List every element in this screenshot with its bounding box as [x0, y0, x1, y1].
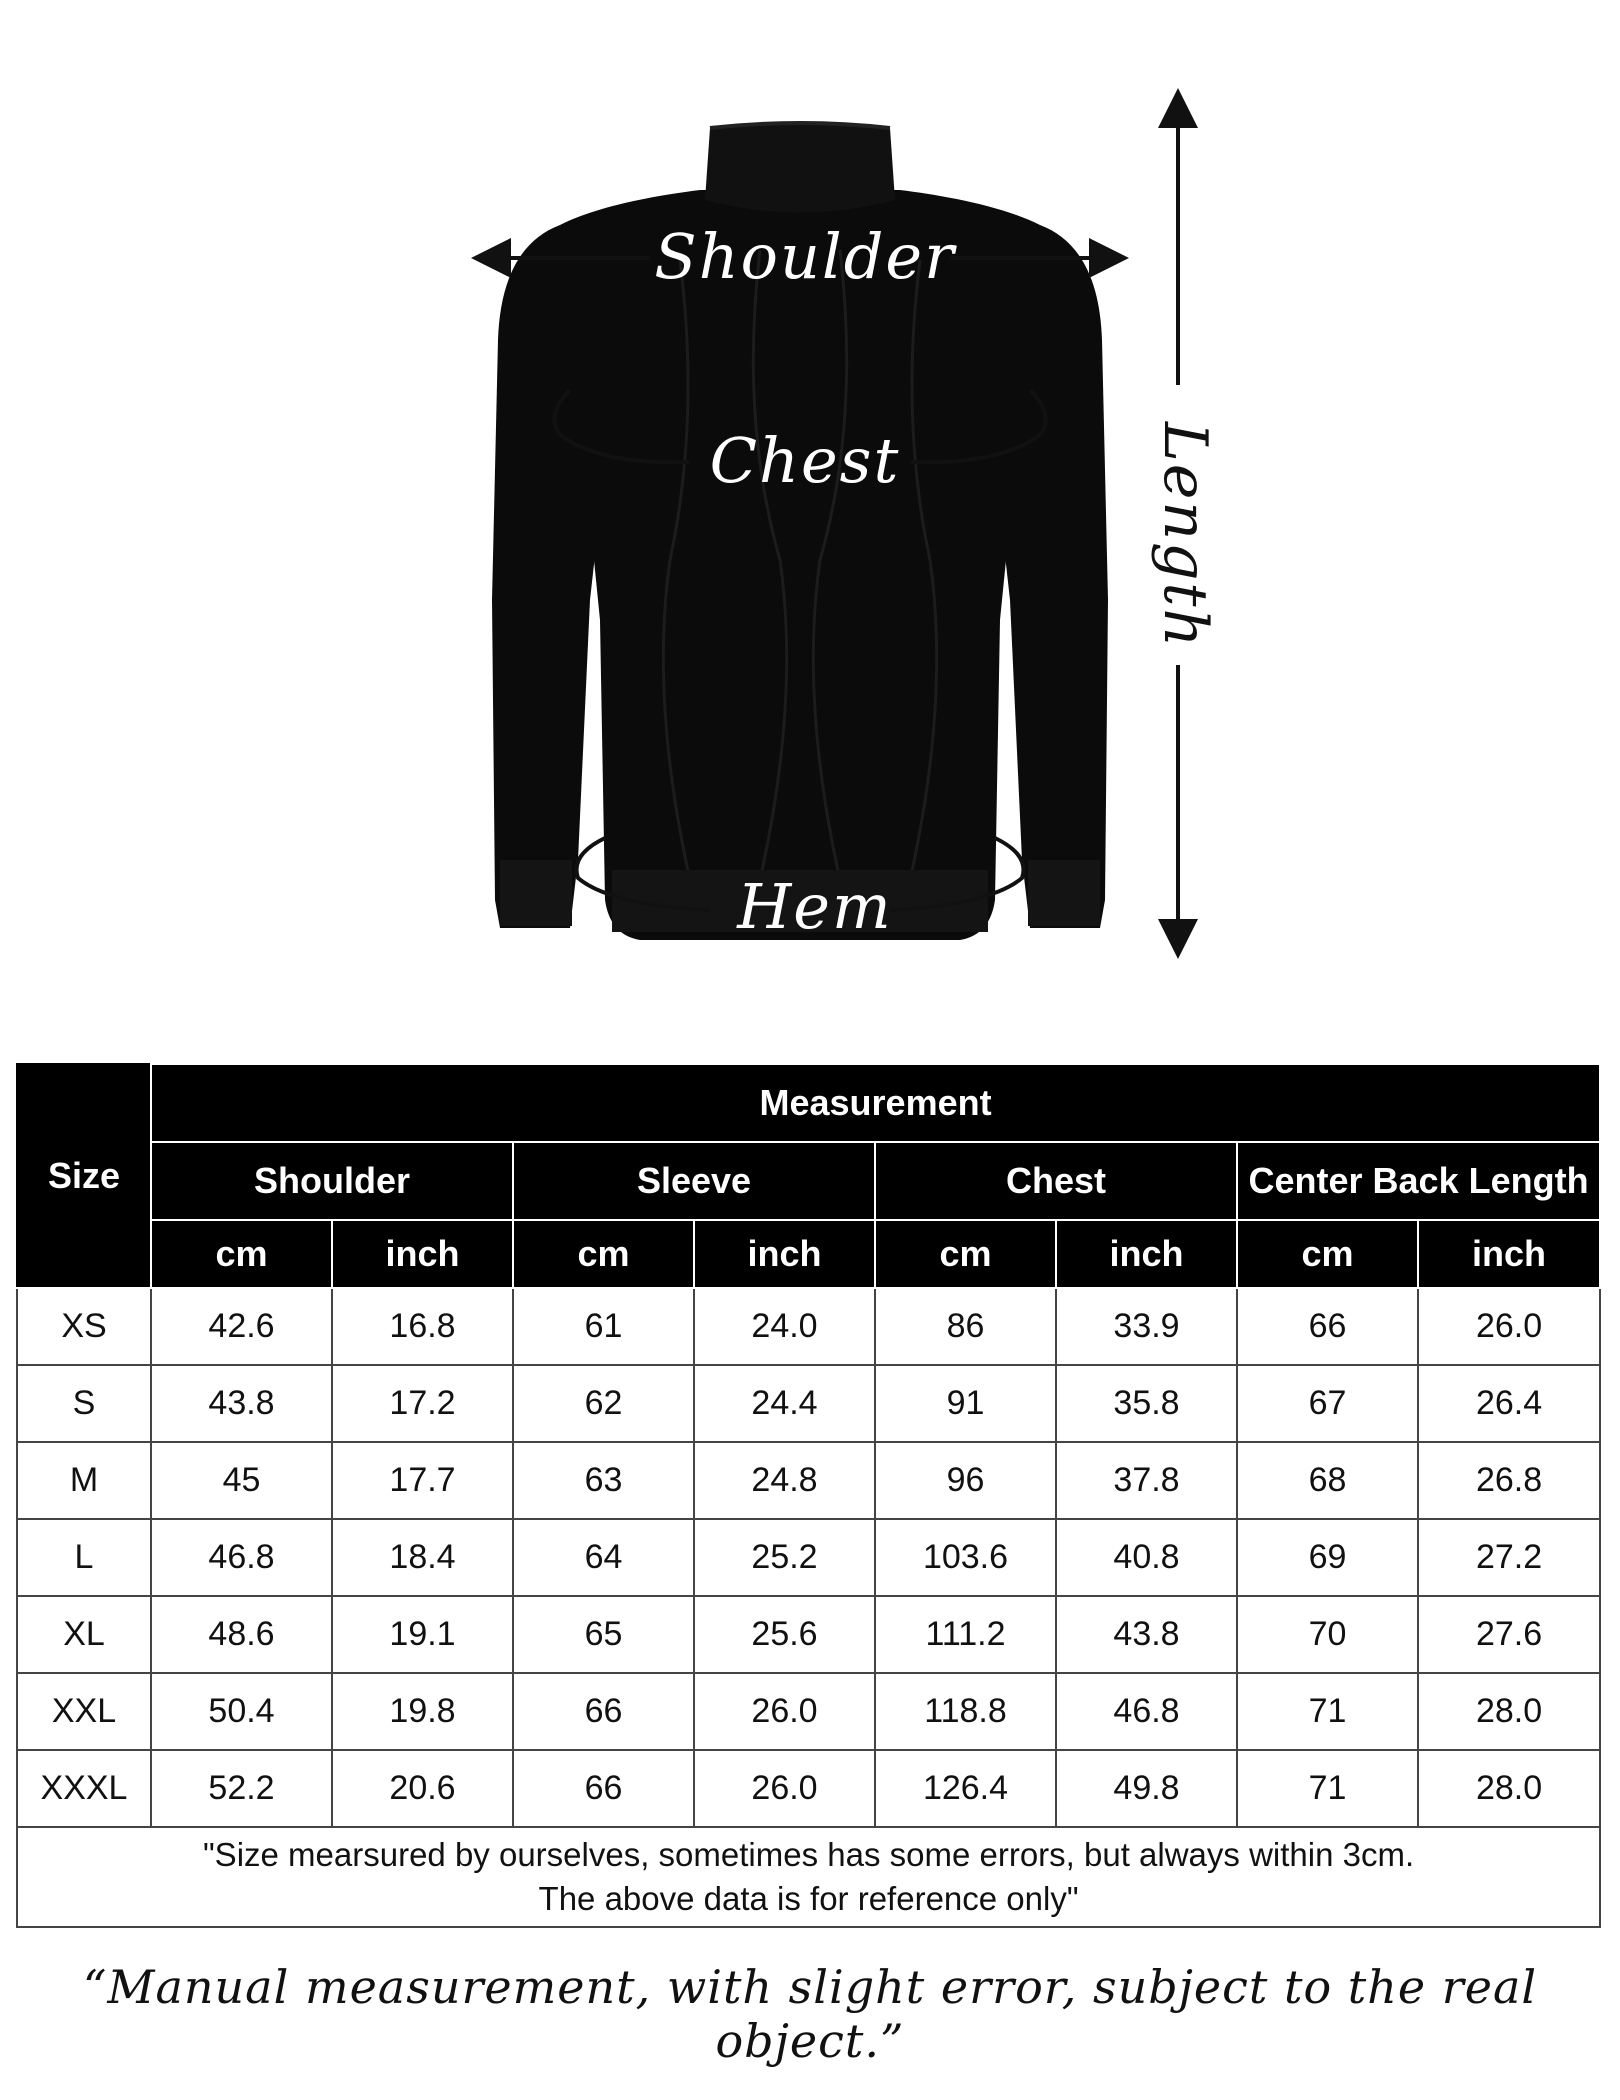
measurement-cell: 103.6 — [875, 1519, 1056, 1596]
size-cell: XXXL — [17, 1750, 151, 1827]
size-cell: S — [17, 1365, 151, 1442]
center-back-length-column-header: Center Back Length — [1237, 1142, 1600, 1220]
disclaimer-line-2: The above data is for reference only" — [538, 1880, 1079, 1917]
measurement-cell: 27.6 — [1418, 1596, 1600, 1673]
measurement-cell: 86 — [875, 1288, 1056, 1365]
measurement-cell: 16.8 — [332, 1288, 513, 1365]
measurement-cell: 26.8 — [1418, 1442, 1600, 1519]
measurement-cell: 50.4 — [151, 1673, 332, 1750]
sweater-measurement-diagram — [0, 0, 1620, 1000]
measurement-cell: 48.6 — [151, 1596, 332, 1673]
table-row — [17, 1365, 1600, 1442]
unit-header: cm — [513, 1220, 694, 1288]
measurement-cell: 17.7 — [332, 1442, 513, 1519]
measurement-cell: 24.4 — [694, 1365, 875, 1442]
unit-header: inch — [1418, 1220, 1600, 1288]
measurement-cell: 69 — [1237, 1519, 1418, 1596]
measurement-cell: 35.8 — [1056, 1365, 1237, 1442]
unit-header: inch — [694, 1220, 875, 1288]
chest-label: Chest — [709, 424, 901, 497]
measurement-cell: 62 — [513, 1365, 694, 1442]
measurement-group-header: Measurement — [151, 1064, 1600, 1142]
measurement-cell: 46.8 — [151, 1519, 332, 1596]
shoulder-label: Shoulder — [654, 220, 956, 293]
measurement-cell: 42.6 — [151, 1288, 332, 1365]
measurement-cell: 118.8 — [875, 1673, 1056, 1750]
measurement-cell: 20.6 — [332, 1750, 513, 1827]
unit-header: inch — [332, 1220, 513, 1288]
hem-label: Hem — [737, 870, 893, 943]
measurement-cell: 24.8 — [694, 1442, 875, 1519]
measurement-cell: 24.0 — [694, 1288, 875, 1365]
measurement-cell: 19.8 — [332, 1673, 513, 1750]
measurement-cell: 33.9 — [1056, 1288, 1237, 1365]
size-cell: M — [17, 1442, 151, 1519]
measurement-cell: 18.4 — [332, 1519, 513, 1596]
table-row — [17, 1750, 1600, 1827]
chest-column-header: Chest — [875, 1142, 1237, 1220]
size-cell: XS — [17, 1288, 151, 1365]
measurement-cell: 71 — [1237, 1673, 1418, 1750]
table-row — [17, 1596, 1600, 1673]
measurement-cell: 66 — [1237, 1288, 1418, 1365]
measurement-cell: 111.2 — [875, 1596, 1056, 1673]
unit-header: cm — [1237, 1220, 1418, 1288]
sweater-body — [560, 190, 1040, 940]
unit-header: cm — [151, 1220, 332, 1288]
measurement-cell: 25.2 — [694, 1519, 875, 1596]
measurement-cell: 25.6 — [694, 1596, 875, 1673]
measurement-cell: 65 — [513, 1596, 694, 1673]
size-cell: L — [17, 1519, 151, 1596]
measurement-cell: 19.1 — [332, 1596, 513, 1673]
measurement-cell: 26.0 — [694, 1673, 875, 1750]
measurement-cell: 61 — [513, 1288, 694, 1365]
measurement-cell: 26.4 — [1418, 1365, 1600, 1442]
measurement-cell: 64 — [513, 1519, 694, 1596]
measurement-cell: 26.0 — [694, 1750, 875, 1827]
measurement-cell: 43.8 — [1056, 1596, 1237, 1673]
sleeve-column-header: Sleeve — [513, 1142, 875, 1220]
measurement-cell: 66 — [513, 1673, 694, 1750]
table-row — [17, 1442, 1600, 1519]
measurement-cell: 126.4 — [875, 1750, 1056, 1827]
measurement-cell: 45 — [151, 1442, 332, 1519]
measurement-cell: 66 — [513, 1750, 694, 1827]
measurement-cell: 70 — [1237, 1596, 1418, 1673]
measurement-cell: 27.2 — [1418, 1519, 1600, 1596]
size-cell: XL — [17, 1596, 151, 1673]
table-disclaimer — [17, 1827, 1600, 1927]
disclaimer-line-1: "Size mearsured by ourselves, sometimes has some errors, but always within 3cm. — [202, 1836, 1415, 1873]
measurement-cell: 26.0 — [1418, 1288, 1600, 1365]
size-column-header: Size — [17, 1064, 151, 1288]
unit-header: inch — [1056, 1220, 1237, 1288]
table-row — [17, 1288, 1600, 1365]
turtleneck-collar — [705, 123, 895, 213]
measurement-cell: 28.0 — [1418, 1673, 1600, 1750]
measurement-cell: 49.8 — [1056, 1750, 1237, 1827]
measurement-cell: 40.8 — [1056, 1519, 1237, 1596]
length-label: Length — [1150, 422, 1220, 650]
shoulder-column-header: Shoulder — [151, 1142, 513, 1220]
measurement-cell: 28.0 — [1418, 1750, 1600, 1827]
measurement-cell: 96 — [875, 1442, 1056, 1519]
measurement-cell: 71 — [1237, 1750, 1418, 1827]
measurement-cell: 67 — [1237, 1365, 1418, 1442]
measurement-cell: 46.8 — [1056, 1673, 1237, 1750]
measurement-cell: 17.2 — [332, 1365, 513, 1442]
length-measure — [1150, 92, 1220, 955]
table-row — [17, 1519, 1600, 1596]
size-table-body — [17, 1288, 1600, 1827]
measurement-cell: 68 — [1237, 1442, 1418, 1519]
measurement-cell: 52.2 — [151, 1750, 332, 1827]
measurement-cell: 91 — [875, 1365, 1056, 1442]
measurement-cell: 37.8 — [1056, 1442, 1237, 1519]
footer-note: “Manual measurement, with slight error, subject to the real object.” — [82, 1960, 1538, 2068]
size-chart-table — [16, 1063, 1601, 1928]
measurement-cell: 63 — [513, 1442, 694, 1519]
size-cell: XXL — [17, 1673, 151, 1750]
unit-header: cm — [875, 1220, 1056, 1288]
measurement-cell: 43.8 — [151, 1365, 332, 1442]
table-row — [17, 1673, 1600, 1750]
